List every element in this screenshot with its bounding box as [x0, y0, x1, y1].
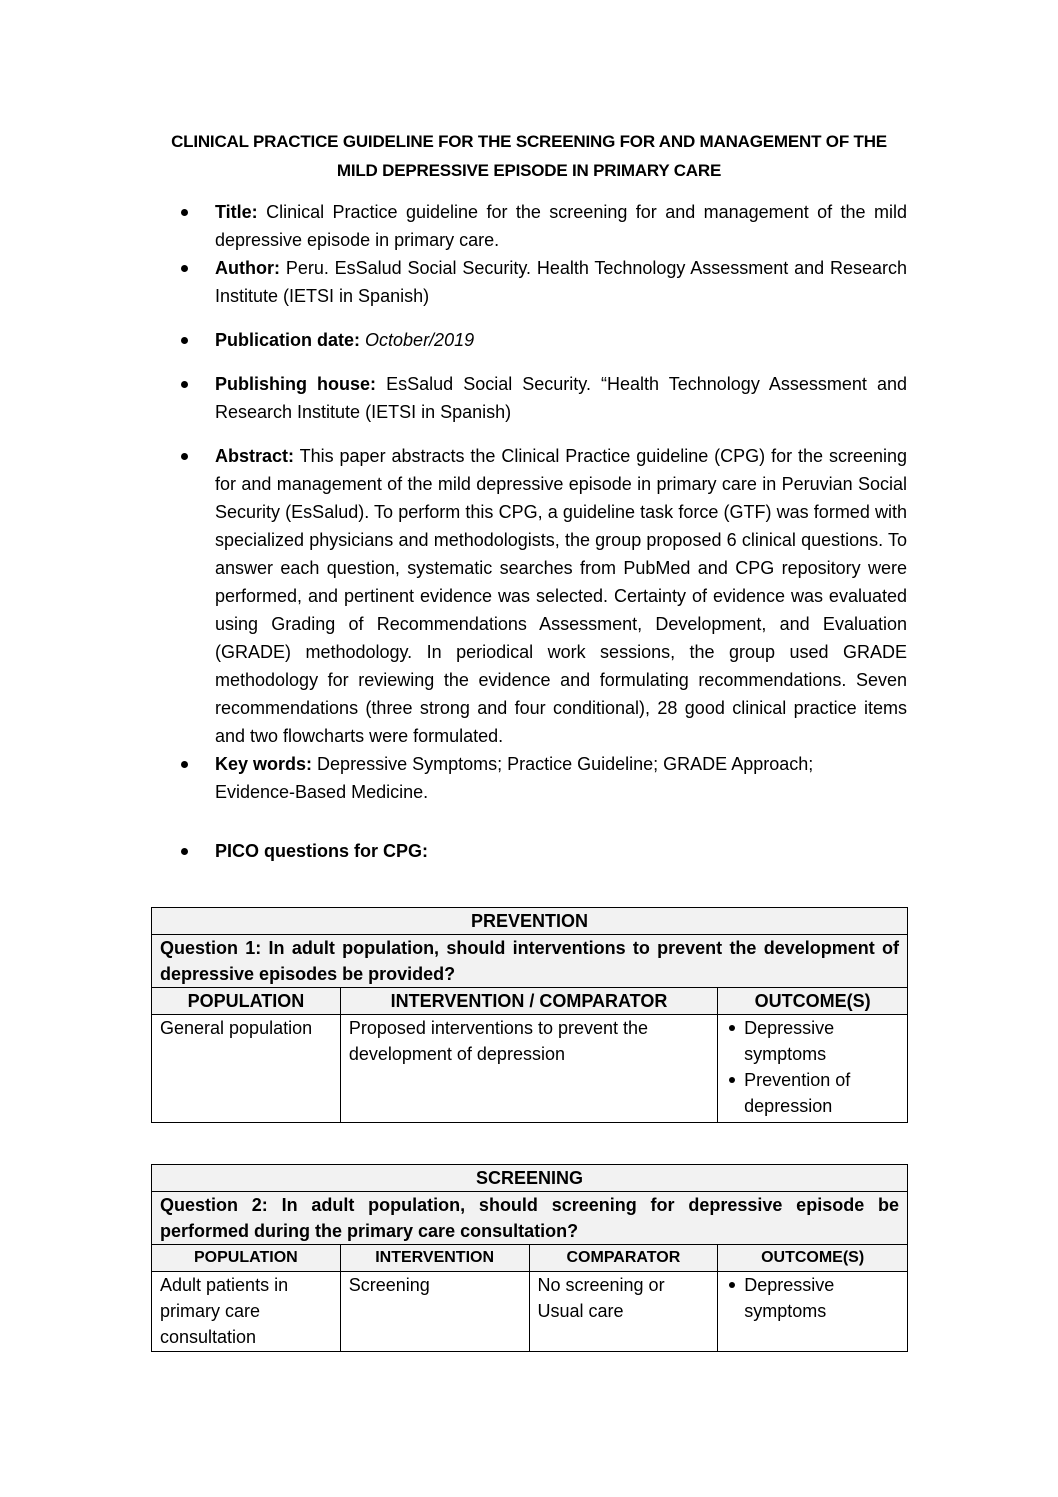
meta-pubdate-value: October/2019 — [365, 330, 475, 350]
column-header-population: POPULATION — [152, 988, 341, 1015]
question-2: Question 2: In adult population, should screening for depressive episode be performed during the primary care consultation? — [152, 1192, 908, 1245]
screening-section-heading: SCREENING — [152, 1165, 908, 1192]
bullet-icon — [181, 453, 188, 460]
meta-title-value: Clinical Practice guideline for the screening for and management of the mild depressive episode in primary care. — [215, 202, 907, 250]
meta-author-value: Peru. EsSalud Social Security. Health Technology Assessment and Research Institute (IETSI in Spanish) — [215, 258, 907, 306]
outcomes-cell — [718, 1015, 908, 1123]
meta-pubdate-label: Publication date: — [215, 330, 361, 350]
column-header-outcomes: OUTCOME(S) — [718, 988, 908, 1015]
population-cell: Adult patients in primary care consultation — [152, 1272, 341, 1352]
meta-abstract-label: Abstract: — [215, 446, 295, 466]
intervention-cell: Proposed interventions to prevent the development of depression — [340, 1015, 717, 1123]
intervention-cell: Screening — [340, 1272, 529, 1352]
meta-publisher-item — [215, 370, 907, 426]
column-header-population: POPULATION — [152, 1245, 341, 1272]
outcome-item: Depressive symptoms — [726, 1272, 899, 1324]
meta-author-item — [215, 254, 907, 310]
meta-keywords-value-2: Evidence-Based Medicine. — [215, 782, 429, 802]
meta-pico-label: PICO questions for CPG: — [215, 841, 429, 861]
meta-pubdate-item — [215, 326, 907, 354]
bullet-icon — [181, 848, 188, 855]
bullet-icon — [181, 337, 188, 344]
metadata-list — [215, 198, 907, 865]
column-header-comparator: COMPARATOR — [529, 1245, 718, 1272]
title-line-1: CLINICAL PRACTICE GUIDELINE FOR THE SCREENING FOR AND MANAGEMENT OF THE — [171, 132, 887, 151]
meta-author-label: Author: — [215, 258, 280, 278]
meta-keywords-item — [215, 750, 907, 806]
prevention-table — [151, 907, 908, 1123]
title-line-2: MILD DEPRESSIVE EPISODE IN PRIMARY CARE — [336, 161, 722, 180]
question-1: Question 1: In adult population, should interventions to prevent the development of depressive episodes be provided? — [152, 935, 908, 988]
outcomes-list — [726, 1015, 899, 1119]
population-cell: General population — [152, 1015, 341, 1123]
meta-keywords-label: Key words: — [215, 754, 313, 774]
prevention-section-heading: PREVENTION — [152, 908, 908, 935]
column-header-intervention-comparator: INTERVENTION / COMPARATOR — [340, 988, 717, 1015]
column-header-intervention: INTERVENTION — [340, 1245, 529, 1272]
meta-abstract-value: This paper abstracts the Clinical Practice guideline (CPG) for the screening for and management of the mild depressive episode in primary care in Peruvian Social Security (EsSalud). To perform this CPG, a guideline task force (GTF) was formed with specialized physicians and methodologists, the group proposed 6 clinical questions. To answer each question, systematic searches from PubMed and CPG repository were performed, and pertinent evidence was selected. Certainty of evidence was evaluated using Grading of Recommendations Assessment, Development, and Evaluation (GRADE) methodology. In periodical work sessions, the group used GRADE methodology for reviewing the evidence and formulating recommendations. Seven recommendations (three strong and four conditional), 28 good clinical practice items and two flowcharts were formulated. — [215, 446, 907, 746]
meta-keywords-value: Depressive Symptoms; Practice Guideline; GRADE Approach; — [317, 754, 814, 774]
outcome-item: Depressive symptoms — [726, 1015, 899, 1067]
meta-publisher-value: EsSalud Social Security. “Health Technology Assessment and Research Institute (IETSI in Spanish) — [215, 374, 907, 422]
meta-abstract-item — [215, 442, 907, 750]
screening-table — [151, 1164, 908, 1352]
meta-title-label: Title: — [215, 202, 258, 222]
comparator-cell: No screening or Usual care — [529, 1272, 718, 1352]
outcome-item: Prevention of depression — [726, 1067, 899, 1119]
outcomes-list — [726, 1272, 899, 1324]
bullet-icon — [181, 381, 188, 388]
meta-publisher-label: Publishing house: — [215, 374, 377, 394]
column-header-outcomes: OUTCOME(S) — [718, 1245, 908, 1272]
outcomes-cell — [718, 1272, 908, 1352]
bullet-icon — [181, 761, 188, 768]
document-title — [150, 127, 908, 185]
meta-pico-item — [215, 837, 907, 865]
bullet-icon — [181, 265, 188, 272]
meta-title-item — [215, 198, 907, 254]
bullet-icon — [181, 209, 188, 216]
